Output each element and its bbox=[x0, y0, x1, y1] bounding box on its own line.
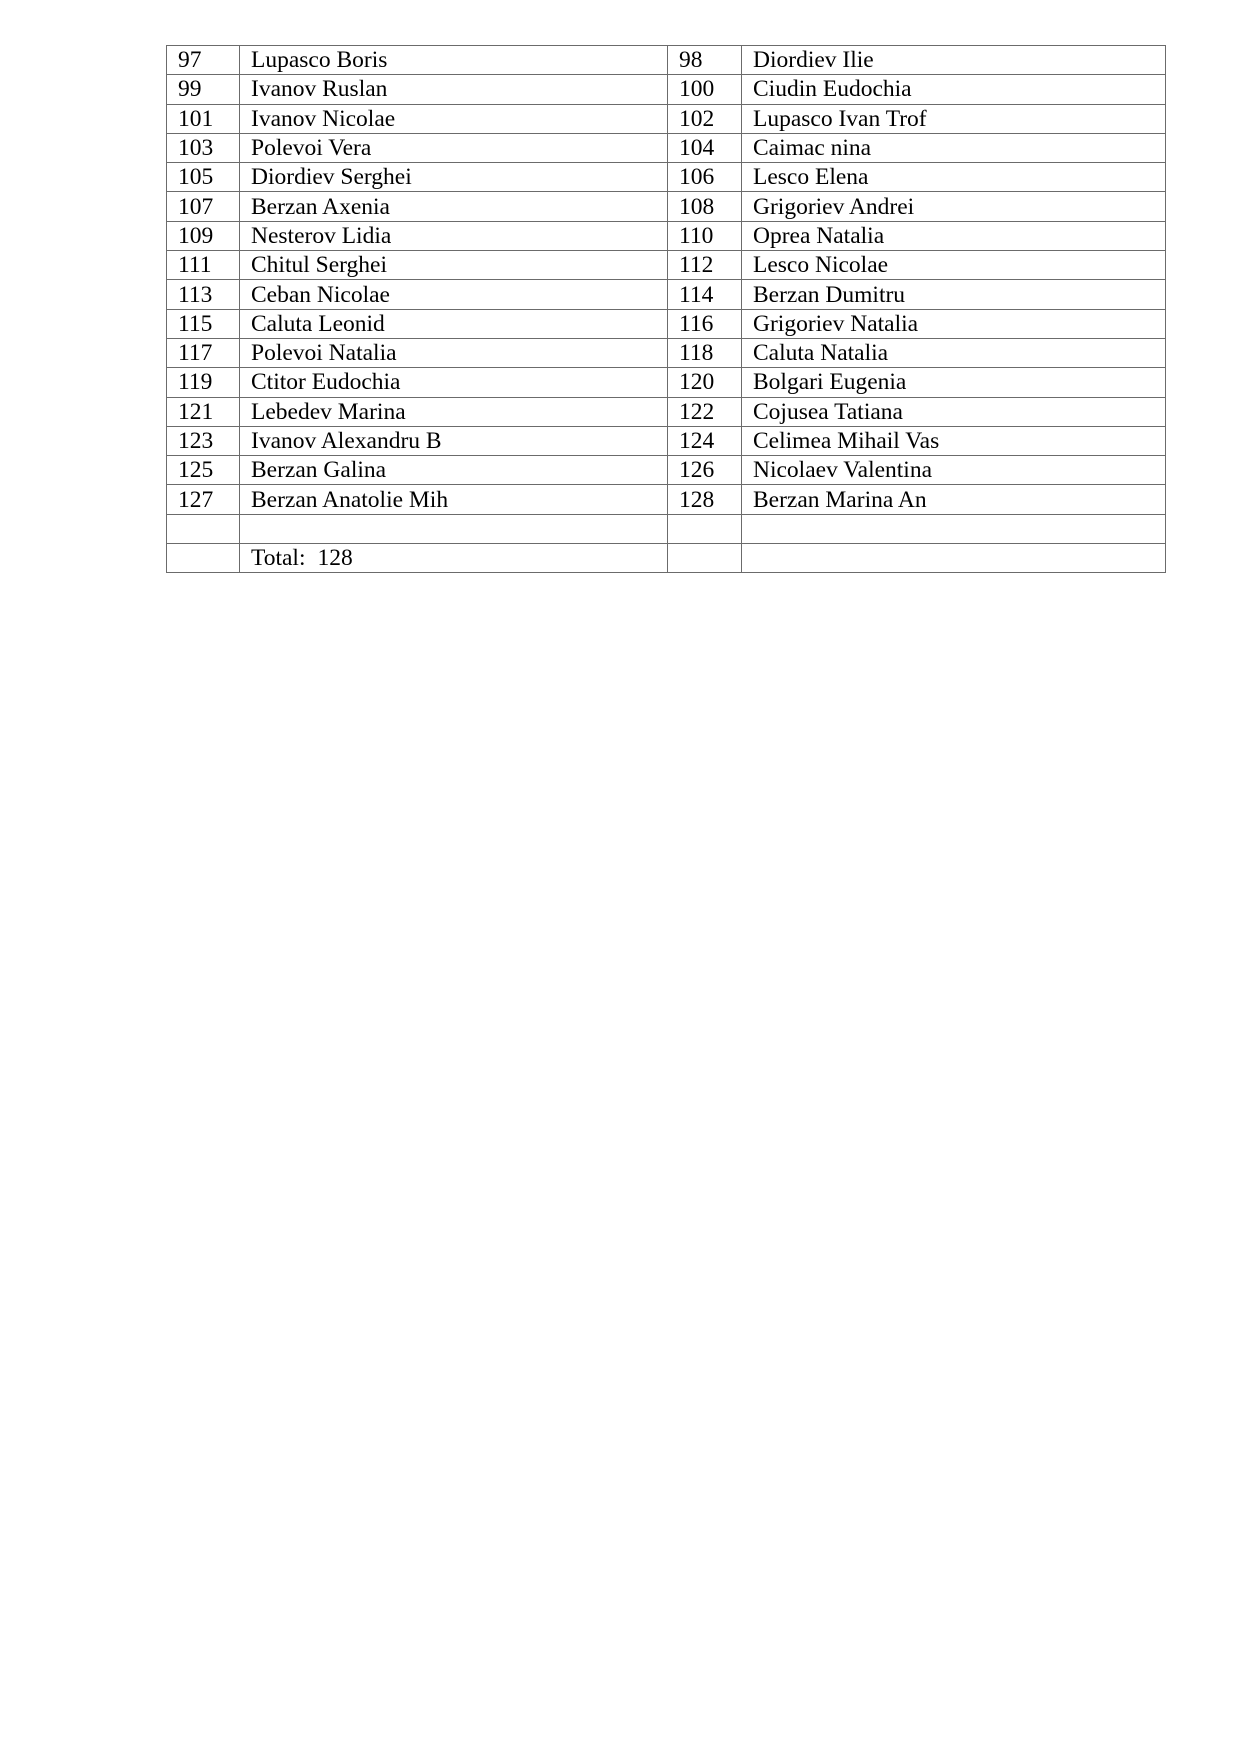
person-name-cell: Polevoi Vera bbox=[240, 133, 668, 162]
row-number-cell: 98 bbox=[668, 46, 742, 75]
row-number-cell: 124 bbox=[668, 426, 742, 455]
total-value: 128 bbox=[317, 545, 353, 572]
person-name-cell: Ivanov Alexandru B bbox=[240, 426, 668, 455]
person-name-cell: Celimea Mihail Vas bbox=[742, 426, 1166, 455]
row-number-cell: 110 bbox=[668, 221, 742, 250]
table-row bbox=[167, 309, 1166, 338]
row-number-cell: 102 bbox=[668, 104, 742, 133]
table-row bbox=[167, 338, 1166, 367]
row-number-cell: 100 bbox=[668, 75, 742, 104]
person-name-cell: Berzan Galina bbox=[240, 456, 668, 485]
row-number-cell: 101 bbox=[167, 104, 240, 133]
row-number-cell: 108 bbox=[668, 192, 742, 221]
person-name-cell: Ivanov Nicolae bbox=[240, 104, 668, 133]
person-name-cell: Nesterov Lidia bbox=[240, 221, 668, 250]
person-name-cell: Lupasco Ivan Trof bbox=[742, 104, 1166, 133]
row-number-cell: 114 bbox=[668, 280, 742, 309]
row-number-cell: 127 bbox=[167, 485, 240, 514]
row-number-cell: 113 bbox=[167, 280, 240, 309]
total-row bbox=[167, 544, 1166, 573]
person-name-cell: Polevoi Natalia bbox=[240, 338, 668, 367]
table-cell bbox=[742, 544, 1166, 573]
table-row bbox=[167, 192, 1166, 221]
person-name-cell: Caluta Leonid bbox=[240, 309, 668, 338]
person-name-cell: Chitul Serghei bbox=[240, 251, 668, 280]
person-name-cell: Berzan Marina An bbox=[742, 485, 1166, 514]
row-number-cell: 104 bbox=[668, 133, 742, 162]
row-number-cell: 125 bbox=[167, 456, 240, 485]
table-row bbox=[167, 397, 1166, 426]
row-number-cell: 111 bbox=[167, 251, 240, 280]
person-name-cell: Ceban Nicolae bbox=[240, 280, 668, 309]
row-number-cell: 106 bbox=[668, 163, 742, 192]
person-name-cell: Lesco Nicolae bbox=[742, 251, 1166, 280]
row-number-cell: 128 bbox=[668, 485, 742, 514]
person-name-cell: Caimac nina bbox=[742, 133, 1166, 162]
table-row bbox=[167, 75, 1166, 104]
person-name-cell: Nicolaev Valentina bbox=[742, 456, 1166, 485]
table-row bbox=[167, 133, 1166, 162]
total-label: Total: bbox=[251, 545, 306, 572]
table-row bbox=[167, 426, 1166, 455]
person-name-cell: Lebedev Marina bbox=[240, 397, 668, 426]
row-number-cell: 120 bbox=[668, 368, 742, 397]
table-cell bbox=[742, 514, 1166, 543]
row-number-cell: 99 bbox=[167, 75, 240, 104]
row-number-cell: 122 bbox=[668, 397, 742, 426]
table-cell bbox=[240, 514, 668, 543]
person-name-cell: Bolgari Eugenia bbox=[742, 368, 1166, 397]
person-name-cell: Diordiev Ilie bbox=[742, 46, 1166, 75]
person-name-cell: Caluta Natalia bbox=[742, 338, 1166, 367]
person-name-cell: Lupasco Boris bbox=[240, 46, 668, 75]
person-name-cell: Oprea Natalia bbox=[742, 221, 1166, 250]
person-name-cell: Ctitor Eudochia bbox=[240, 368, 668, 397]
person-name-cell: Berzan Dumitru bbox=[742, 280, 1166, 309]
person-name-cell: Grigoriev Andrei bbox=[742, 192, 1166, 221]
row-number-cell: 126 bbox=[668, 456, 742, 485]
table-row bbox=[167, 485, 1166, 514]
table-row bbox=[167, 280, 1166, 309]
row-number-cell: 109 bbox=[167, 221, 240, 250]
person-name-cell: Berzan Axenia bbox=[240, 192, 668, 221]
person-name-cell: Berzan Anatolie Mih bbox=[240, 485, 668, 514]
blank-row bbox=[167, 514, 1166, 543]
row-number-cell: 97 bbox=[167, 46, 240, 75]
table-cell bbox=[668, 514, 742, 543]
table-row bbox=[167, 221, 1166, 250]
table-cell bbox=[668, 544, 742, 573]
table-cell bbox=[167, 514, 240, 543]
total-cell bbox=[240, 544, 668, 573]
table-row bbox=[167, 46, 1166, 75]
row-number-cell: 118 bbox=[668, 338, 742, 367]
table-row bbox=[167, 104, 1166, 133]
row-number-cell: 116 bbox=[668, 309, 742, 338]
person-name-cell: Ivanov Ruslan bbox=[240, 75, 668, 104]
row-number-cell: 119 bbox=[167, 368, 240, 397]
roster-table bbox=[166, 45, 1166, 573]
row-number-cell: 115 bbox=[167, 309, 240, 338]
row-number-cell: 103 bbox=[167, 133, 240, 162]
person-name-cell: Lesco Elena bbox=[742, 163, 1166, 192]
person-name-cell: Diordiev Serghei bbox=[240, 163, 668, 192]
row-number-cell: 107 bbox=[167, 192, 240, 221]
person-name-cell: Ciudin Eudochia bbox=[742, 75, 1166, 104]
row-number-cell: 117 bbox=[167, 338, 240, 367]
row-number-cell: 123 bbox=[167, 426, 240, 455]
person-name-cell: Grigoriev Natalia bbox=[742, 309, 1166, 338]
person-name-cell: Cojusea Tatiana bbox=[742, 397, 1166, 426]
table-row bbox=[167, 163, 1166, 192]
row-number-cell: 105 bbox=[167, 163, 240, 192]
table-row bbox=[167, 251, 1166, 280]
table-row bbox=[167, 456, 1166, 485]
roster-table-body bbox=[167, 46, 1166, 573]
row-number-cell: 112 bbox=[668, 251, 742, 280]
table-cell bbox=[167, 544, 240, 573]
row-number-cell: 121 bbox=[167, 397, 240, 426]
table-row bbox=[167, 368, 1166, 397]
